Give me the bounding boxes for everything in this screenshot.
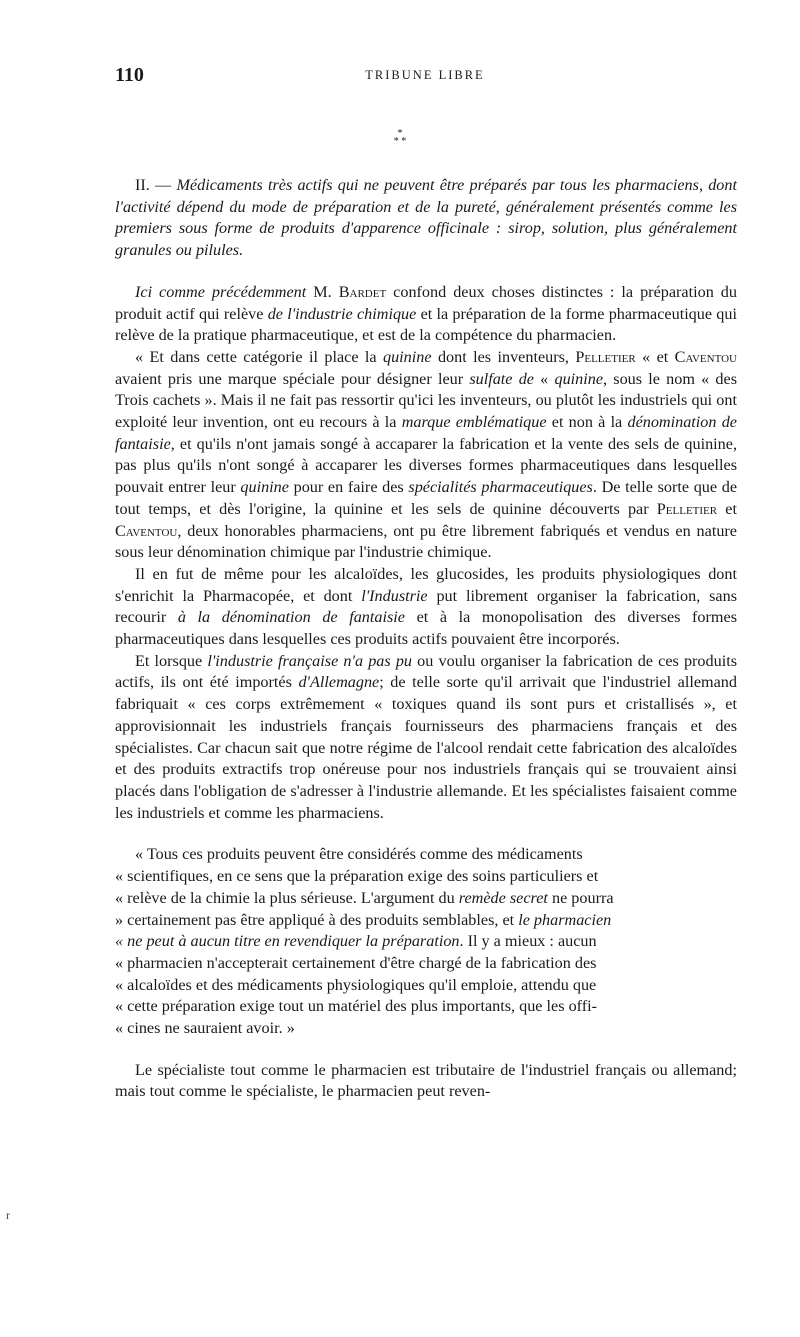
asterism-top: * [397, 128, 403, 139]
paragraph-1: Ici comme précédemment M. Bardet confond deux choses distinctes : la préparation du produit actif qui relève de l'industrie chimique et la préparation de la forme pharmaceutique qui relève de la pratique pharmaceutique, et est de la compétence du pharmacien. [115, 282, 737, 345]
quote-line: « relève de la chimie la plus sérieuse. L'argument du remède secret ne pourra [115, 888, 614, 907]
quote-line: « alcaloïdes et des médicaments physiologiques qu'il emploie, attendu que [115, 975, 597, 994]
running-head: TRIBUNE LIBRE [365, 68, 485, 82]
page-header [115, 64, 735, 90]
quote-line: « Tous ces produits peuvent être considérés comme des médicaments [135, 845, 583, 864]
quote-line: « scientifiques, en ce sens que la préparation exige des soins particuliers et [115, 867, 599, 886]
section-label: II. — [135, 176, 177, 194]
quote-line: « ne peut à aucun titre en revendiquer la préparation. Il y a mieux : aucun [115, 932, 597, 951]
quote-line: » certainement pas être appliqué à des produits semblables, et le pharmacien [115, 910, 612, 929]
quoted-passage [115, 844, 737, 1039]
quote-line: « cines ne sauraient avoir. » [115, 1019, 295, 1038]
paragraph-3: Il en fut de même pour les alcaloïdes, les glucosides, les produits physiologiques dont s'enrichit la Pharmacopée, et dont l'Industrie put librement organiser la fabrication, sans recourir à la dénomination de fantaisie et à la monopolisation des diverses formes pharmaceutiques dans lesquelles ces produits actifs pouvaient être incorporés. [115, 564, 737, 649]
section-title: Médicaments très actifs qui ne peuvent être préparés par tous les pharmaciens, dont l'activité dépend du mode de préparation et de la pureté, généralement présentés comme les premiers sous forme de produits d'apparence officinale : sirop, solution, plus généralement granules ou pilules. [115, 176, 737, 260]
section-ii-heading [115, 175, 737, 262]
body-text [115, 175, 737, 1103]
asterism [0, 130, 800, 146]
asterism-bottom: * * [393, 136, 407, 147]
paragraph-4: Et lorsque l'industrie française n'a pas pu ou voulu organiser la fabrication de ces produits actifs, ils ont été importés d'Allemagne; de telle sorte qu'il arrivait que l'industriel allemand fabriquait « ces corps extrêmement « toxiques quand ils sont purs et cristallisés », et approvisionnait les industriels français fournisseurs des pharmaciens français et des spécialistes. Car chacun sait que notre régime de l'alcool rendait cette fabrication des alcaloïdes et des produits extractifs trop onéreuse pour nos industriels français qui se trouvaient ainsi placés dans l'obligation de s'adresser à l'industrie allemande. Et les spécialistes faisaient comme les industriels et comme les pharmaciens. [115, 651, 738, 822]
paragraph-2: « Et dans cette catégorie il place la quinine dont les inventeurs, Pelletier « et Caventou avaient pris une marque spéciale pour désigner leur sulfate de « quinine, sous le nom « des Trois cachets ». Mais il ne fait pas ressortir qu'ici les inventeurs, ou plutôt les industriels qui ont exploité leur invention, ont eu recours à la marque emblématique et non à la dénomination de fantaisie, et qu'ils n'ont jamais songé à accaparer la fabrication et la vente des sels de quinine, pas plus qu'ils n'ont songé à accaparer les diverses formes pharmaceutiques dans lesquelles pouvait entrer leur quinine pour en faire des spécialités pharmaceutiques. De telle sorte que de tout temps, et dès l'origine, la quinine et les sels de quinine découverts par Pelletier et Caventou, deux honorables pharmaciens, ont pu être librement fabriqués et vendus en nature sous leur dénomination chimique par l'industrie chimique. [115, 347, 738, 562]
quote-line: « cette préparation exige tout un matériel des plus importants, que les offi- [115, 997, 598, 1016]
page-number: 110 [115, 64, 144, 86]
quote-line: « pharmacien n'accepterait certainement d'être chargé de la fabrication des [115, 953, 597, 972]
author-name: Bardet [338, 282, 387, 301]
stray-mark: r [6, 1208, 10, 1222]
paragraph-5: Le spécialiste tout comme le pharmacien est tributaire de l'industriel français ou allemand; mais tout comme le spécialiste, le pharmacien peut reven- [115, 1060, 737, 1101]
